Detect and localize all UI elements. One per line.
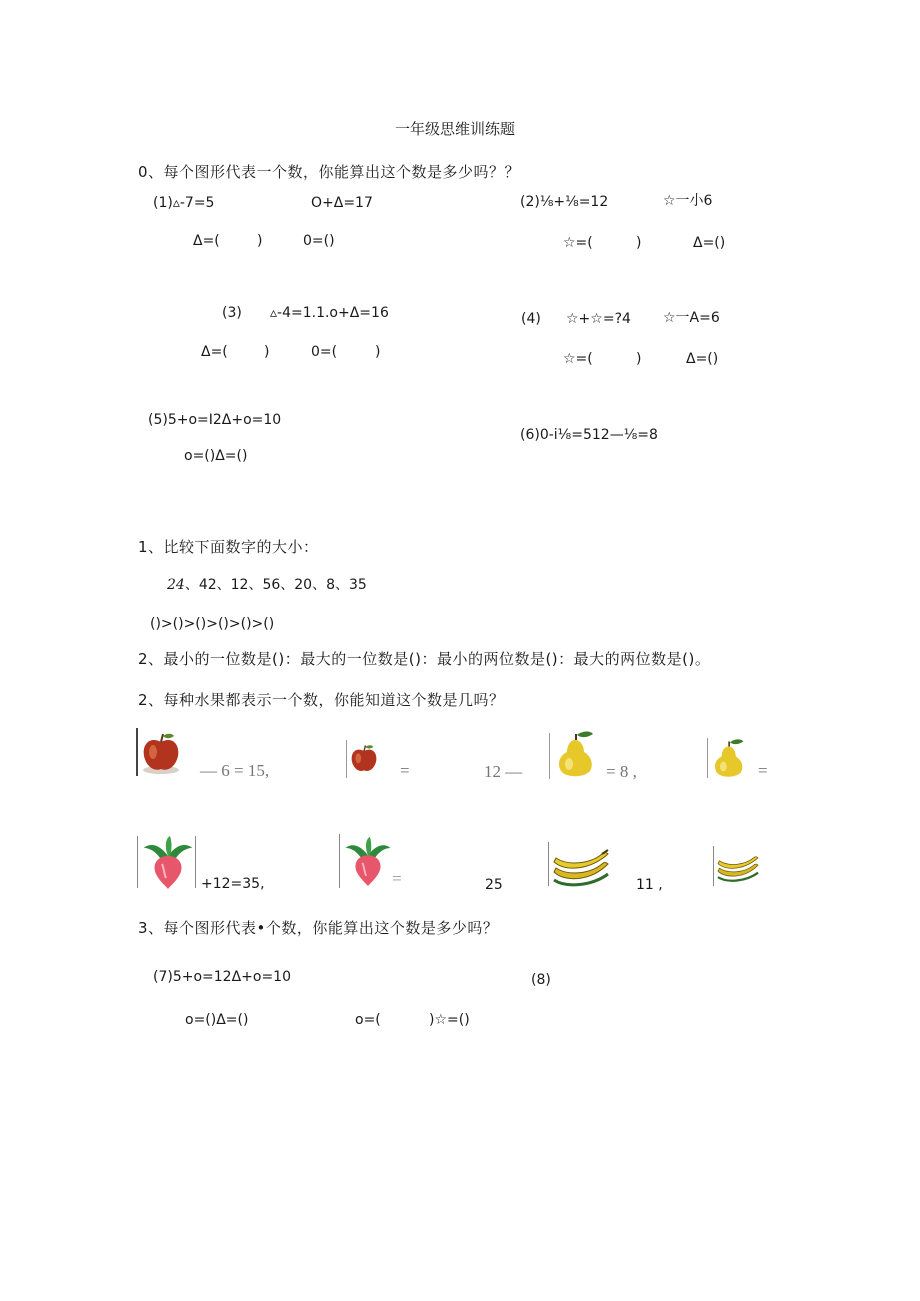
pear-equation-prefix: 12 —: [484, 762, 523, 781]
q1-first-number: 24: [167, 577, 185, 593]
q2-text: 2、最小的一位数是()：最大的一位数是()：最小的两位数是()：最大的两位数是()。: [138, 650, 711, 668]
apple-equation-1: — 6 = 15,: [200, 761, 270, 780]
radish-icon: [140, 834, 196, 890]
banana-frame-bar: [548, 842, 549, 886]
q0-p4-answer-triangle: Δ=(): [686, 351, 719, 367]
q0-p3-equation: ▵-4=1.1.o+Δ=16: [270, 305, 389, 321]
q0-p3-label: (3): [222, 305, 242, 321]
q0-p3-answer-triangle: Δ=(: [201, 344, 228, 360]
apple-icon: [140, 730, 182, 776]
apple-frame-bar: [136, 728, 138, 776]
q0-p2-answer-star: ☆=(: [563, 235, 593, 251]
radish-small-icon: [342, 834, 394, 888]
radish-equation: +12=35,: [201, 876, 265, 892]
pear-equation: = 8 ,: [606, 762, 637, 781]
q0-p4-answer-star: ☆=(: [563, 351, 593, 367]
banana-equation-prefix: 25: [485, 877, 503, 893]
q1-heading: 1、比较下面数字的大小：: [138, 538, 319, 556]
q0-p2-answer-triangle: Δ=(): [693, 235, 726, 251]
q0-p2-equation1: (2)⅛+⅛=12: [520, 194, 609, 210]
banana-frame-bar-2: [713, 846, 714, 886]
q0-p6-equation: (6)0-i⅛=512—⅛=8: [520, 427, 658, 443]
q3-p8-answer-circle: o=(: [355, 1012, 381, 1028]
q0-p4-equation1: ☆+☆=?4: [566, 311, 631, 327]
banana-equation: 11 ,: [636, 877, 663, 893]
q3-p8-answer-star: )☆=(): [429, 1012, 470, 1028]
q3-p7-equation: (7)5+o=12Δ+o=10: [153, 969, 291, 985]
q0-p5-answer: o=()Δ=(): [184, 448, 248, 464]
q0-p2-equation2: ☆一小6: [663, 193, 713, 209]
q1-numbers: [167, 578, 367, 592]
pear-small-icon: [710, 738, 750, 780]
q3-heading: 3、每个图形代表•个数，你能算出这个数是多少吗？: [138, 919, 499, 937]
q3-p8-label: (8): [531, 972, 551, 988]
pear-frame-bar: [549, 733, 550, 779]
apple-small-icon: [349, 742, 379, 776]
pear-icon: [553, 730, 601, 780]
pear-frame-bar-2: [707, 738, 708, 778]
apple-equation-2: =: [400, 761, 410, 780]
q0-p1-equation2: O+Δ=17: [311, 195, 373, 211]
q0-p3-answer-circle: 0=(: [311, 344, 338, 360]
q0-heading: 0、每个图形代表一个数，你能算出这个数是多少吗？？: [138, 163, 521, 181]
banana-icon: [550, 842, 612, 888]
q2b-heading: 2、每种水果都表示一个数，你能知道这个数是几吗？: [138, 691, 505, 709]
q0-p3-answer-circle-close: ): [375, 344, 381, 360]
page-title: 一年级思维训练题: [395, 120, 516, 138]
q0-p5-equation: (5)5+o=I2Δ+o=10: [148, 412, 282, 428]
radish-frame-bar: [137, 836, 138, 888]
radish-frame-bar-right: [195, 836, 196, 888]
pear-equation-2: =: [758, 761, 768, 780]
q1-answer-blanks: ()>()>()>()>()>(): [150, 616, 275, 632]
apple-frame-bar-2: [346, 740, 347, 778]
q0-p3-answer-triangle-close: ): [264, 344, 270, 360]
q0-p1-answer-triangle: Δ=(: [193, 233, 220, 249]
q3-p7-answer: o=()Δ=(): [185, 1012, 249, 1028]
q0-p1-equation1: (1)▵-7=5: [153, 195, 215, 211]
q0-p4-equation2: ☆一A=6: [663, 310, 720, 326]
q0-p4-label: (4): [521, 311, 541, 327]
q0-p2-answer-star-close: ): [636, 235, 642, 251]
banana-small-icon: [715, 846, 761, 886]
radish-frame-bar-2: [339, 834, 340, 888]
q1-other-numbers: 、42、12、56、20、8、35: [184, 577, 367, 593]
radish-equation-2: =: [392, 869, 402, 888]
q0-p4-answer-star-close: ): [636, 351, 642, 367]
q0-p1-answer-triangle-close: ): [257, 233, 263, 249]
q0-p1-answer-circle: 0=(): [303, 233, 335, 249]
